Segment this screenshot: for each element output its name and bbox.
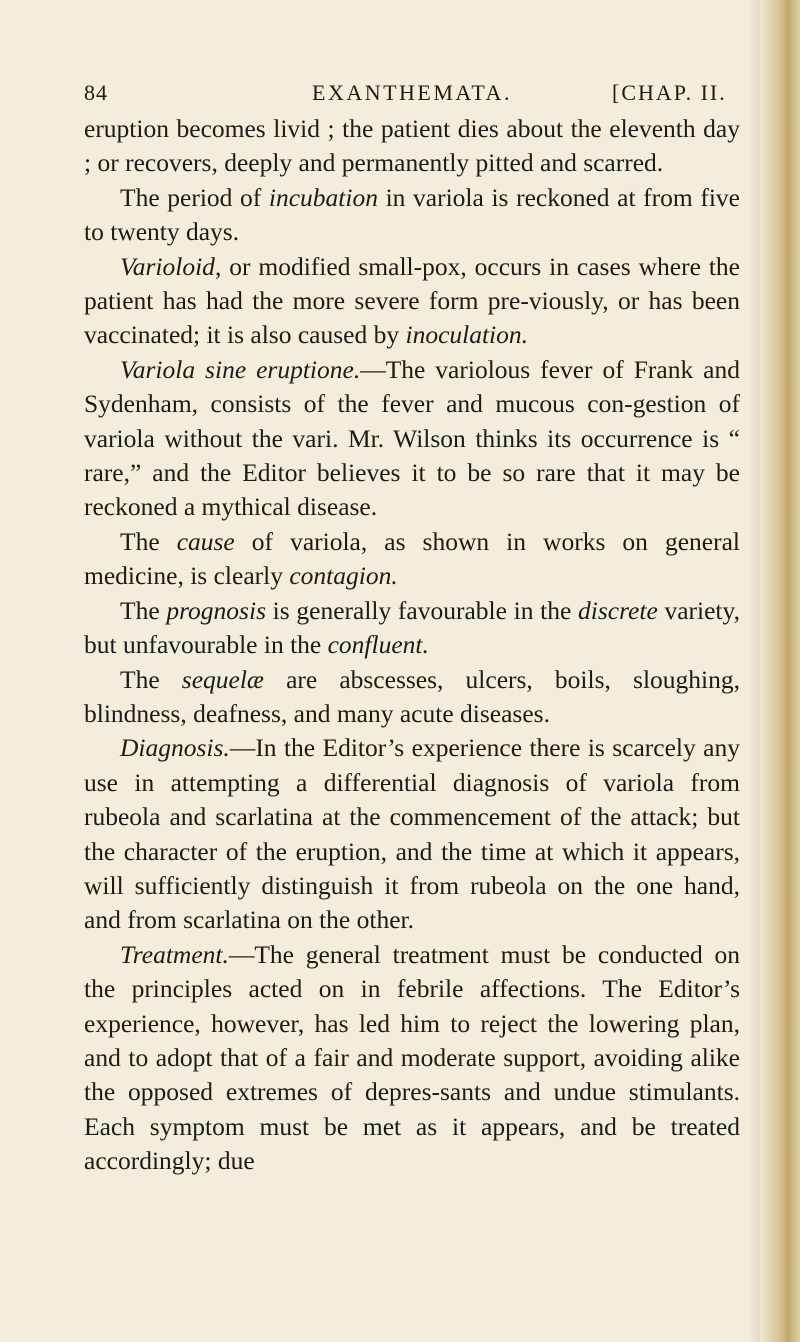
page-shadow bbox=[748, 0, 760, 1342]
paragraph-text: of variola, as shown in works on general medicine, is clearly bbox=[84, 526, 740, 591]
paragraph bbox=[84, 525, 740, 594]
paragraph-text: , or modified small-pox, occurs in cases where the patient has had the more severe form pre-viously, or has been vaccinated; it is also caused by bbox=[84, 251, 740, 350]
paragraph-text: is generally favourable in the bbox=[266, 595, 578, 625]
italic-text: inoculation. bbox=[405, 320, 529, 350]
running-title: EXANTHEMATA. bbox=[312, 80, 512, 105]
paragraph-text: —The variolous fever of Frank and Sydenham, consists of the fever and mucous con-gestion of variola without the vari. Mr. Wilson thinks its occurrence is “ rare,” and the Editor believes it to be so rare that it may be reckoned a mythical disease. bbox=[84, 354, 740, 522]
paragraph-text: are abscesses, ulcers, boils, sloughing, blindness, deafness, and many acute diseases. bbox=[84, 664, 740, 728]
page-number: 84 bbox=[84, 80, 108, 105]
paragraph bbox=[84, 731, 740, 937]
chapter-reference: [CHAP. II. bbox=[612, 80, 727, 105]
paragraph bbox=[84, 112, 740, 181]
italic-text: contagion. bbox=[289, 561, 398, 591]
paragraph-text: in variola is reckoned at from five to twenty days. bbox=[84, 182, 741, 247]
italic-text: sequelæ bbox=[181, 664, 264, 694]
italic-text: Treatment. bbox=[120, 939, 229, 969]
paragraph-text: —The general treatment must be conducted on the principles acted on in febrile affections. The Editor’s experience, however, has led him to reject the lowering plan, and to adopt that of a fair and moderate support, avoiding alike the opposed extremes of depres-sants and undue stimulants. Each symptom must be met as it appears, and be treated accordingly; due bbox=[84, 939, 740, 1176]
paragraph-text: The bbox=[120, 526, 177, 556]
italic-text: prognosis bbox=[166, 595, 266, 625]
paragraph bbox=[84, 594, 740, 663]
italic-text: Diagnosis. bbox=[120, 733, 230, 763]
italic-text: Variola sine eruptione. bbox=[120, 354, 361, 384]
paragraph bbox=[84, 663, 740, 732]
body-text bbox=[84, 112, 740, 1179]
paragraph-text: variety, but unfavourable in the bbox=[84, 595, 740, 660]
paragraph-text: The bbox=[120, 595, 167, 625]
paragraph bbox=[84, 250, 740, 353]
italic-text: discrete bbox=[578, 595, 658, 625]
page-header bbox=[84, 72, 740, 112]
paragraph bbox=[84, 938, 740, 1179]
paragraph bbox=[84, 353, 740, 525]
italic-text: cause bbox=[176, 526, 235, 556]
paragraph bbox=[84, 181, 740, 250]
paragraph-text: The bbox=[120, 664, 182, 694]
paragraph-text: —In the Editor’s experience there is scarcely any use in attempting a differential diagnosis of variola from rubeola and scarlatina at the commencement of the attack; but the character of the eruption, and the time at which it appears, will sufficiently distinguish it from rubeola on the one hand, and from scarlatina on the other. bbox=[84, 733, 740, 935]
paragraph-text: eruption becomes livid ; the patient dies about the eleventh day ; or recovers, deeply and permanently pitted and scarred. bbox=[84, 114, 740, 178]
italic-text: Varioloid bbox=[120, 251, 215, 281]
italic-text: incubation bbox=[268, 182, 378, 212]
paragraph-text: The period of bbox=[120, 182, 269, 212]
italic-text: confluent. bbox=[327, 630, 429, 660]
page-edge bbox=[760, 0, 800, 1342]
